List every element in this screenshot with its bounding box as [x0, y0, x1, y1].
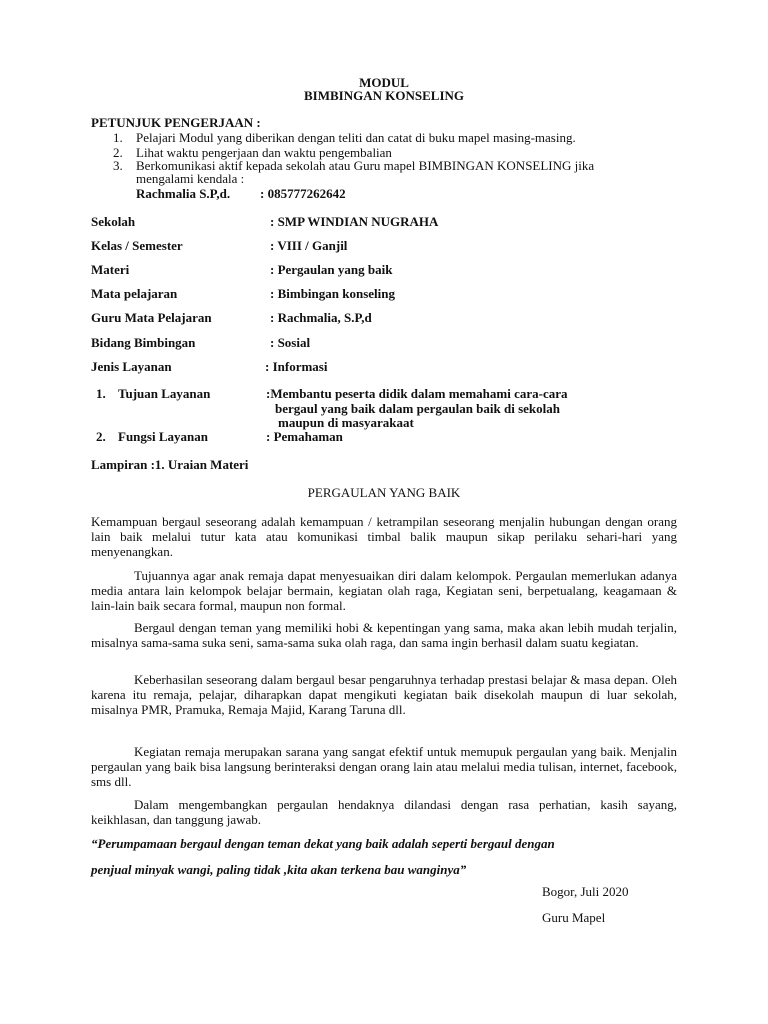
service-value-tujuan: :Membantu peserta didik dalam memahami cara-cara: [266, 386, 568, 401]
service-value-fungsi: : Pemahaman: [266, 429, 343, 444]
doc-title: MODUL: [359, 75, 409, 90]
info-value-jenis: : Informasi: [265, 359, 328, 374]
contact-phone: : 085777262642: [260, 186, 346, 201]
paragraph: Kegiatan remaja merupakan sarana yang sangat efektif untuk memupuk pergaulan yang baik. Menjalin pergaulan yang baik bisa langsung berinteraksi dengan orang lain atau melalui media tulisan, internet, facebook, sms dll.: [91, 744, 677, 789]
info-label-mapel: Mata pelajaran: [91, 286, 178, 301]
instruction-number: 1.: [113, 130, 123, 145]
info-value-sekolah: : SMP WINDIAN NUGRAHA: [270, 214, 439, 229]
signature-role: Guru Mapel: [542, 910, 606, 925]
paragraph: Dalam mengembangkan pergaulan hendaknya dilandasi dengan rasa perhatian, kasih sayang, keikhlasan, dan tanggung jawab.: [91, 797, 677, 827]
instruction-item: Pelajari Modul yang diberikan dengan teliti dan catat di buku mapel masing-masing.: [136, 130, 576, 145]
instruction-item: Lihat waktu pengerjaan dan waktu pengembalian: [136, 145, 392, 160]
instruction-item-continued: mengalami kendala :: [136, 171, 245, 186]
instruction-item: Berkomunikasi aktif kepada sekolah atau Guru mapel BIMBINGAN KONSELING jika: [136, 158, 595, 173]
info-value-bidang: : Sosial: [270, 335, 311, 350]
service-number: 1.: [96, 386, 106, 401]
signature-place-date: Bogor, Juli 2020: [542, 884, 629, 899]
paragraph: Kemampuan bergaul seseorang adalah kemampuan / ketrampilan seseorang menjalin hubungan dengan orang lain baik melalui tutur kata atau komunikasi timbal balik maupun sikap perilaku sehari-hari yang menyenangkan.: [91, 514, 677, 559]
info-label-jenis: Jenis Layanan: [91, 359, 172, 374]
service-label-tujuan: Tujuan Layanan: [118, 386, 211, 401]
doc-subtitle: BIMBINGAN KONSELING: [304, 88, 464, 103]
info-value-mapel: : Bimbingan konseling: [270, 286, 395, 301]
quote-line-1: “Perumpamaan bergaul dengan teman dekat yang baik adalah seperti bergaul dengan: [91, 836, 555, 851]
info-label-bidang: Bidang Bimbingan: [91, 335, 196, 350]
lampiran-heading: Lampiran :1. Uraian Materi: [91, 457, 249, 472]
info-label-kelas: Kelas / Semester: [91, 238, 183, 253]
info-label-materi: Materi: [91, 262, 130, 277]
quote-line-2: penjual minyak wangi, paling tidak ,kita akan terkena bau wanginya”: [91, 862, 467, 877]
info-value-guru: : Rachmalia, S.P,d: [270, 310, 372, 325]
instruction-number: 2.: [113, 145, 123, 160]
service-label-fungsi: Fungsi Layanan: [118, 429, 208, 444]
service-value-tujuan-2: bergaul yang baik dalam pergaulan baik di sekolah: [275, 401, 560, 416]
info-label-guru: Guru Mata Pelajaran: [91, 310, 212, 325]
service-value-tujuan-3: maupun di masyarakaat: [278, 415, 414, 430]
paragraph: Bergaul dengan teman yang memiliki hobi & kepentingan yang sama, maka akan lebih mudah terjalin, misalnya sama-sama suka seni, sama-sama suka olah raga, dan sama ingin berhasil dalam suatu kegiatan.: [91, 620, 677, 650]
paragraph: Keberhasilan seseorang dalam bergaul besar pengaruhnya terhadap prestasi belajar & masa depan. Oleh karena itu remaja, pelajar, diharapkan dapat mengikuti kegiatan baik disekolah maupun di luar sekolah, misalnya PMR, Pramuka, Remaja Majid, Karang Taruna dll.: [91, 672, 677, 717]
info-value-kelas: : VIII / Ganjil: [270, 238, 348, 253]
paragraph: Tujuannya agar anak remaja dapat menyesuaikan diri dalam kelompok. Pergaulan memerlukan adanya media antara lain kelompok belajar bermain, kegiatan olah raga, Kegiatan seni, berpetualang, keagamaan & lain-lain baik secara formal, maupun non formal.: [91, 568, 677, 613]
section-title: PERGAULAN YANG BAIK: [307, 485, 461, 500]
service-number: 2.: [96, 429, 106, 444]
contact-name: Rachmalia S.P,d.: [136, 186, 231, 201]
info-label-sekolah: Sekolah: [91, 214, 136, 229]
instruction-number: 3.: [113, 158, 123, 173]
instructions-heading: PETUNJUK PENGERJAAN :: [91, 115, 261, 130]
info-value-materi: : Pergaulan yang baik: [270, 262, 393, 277]
